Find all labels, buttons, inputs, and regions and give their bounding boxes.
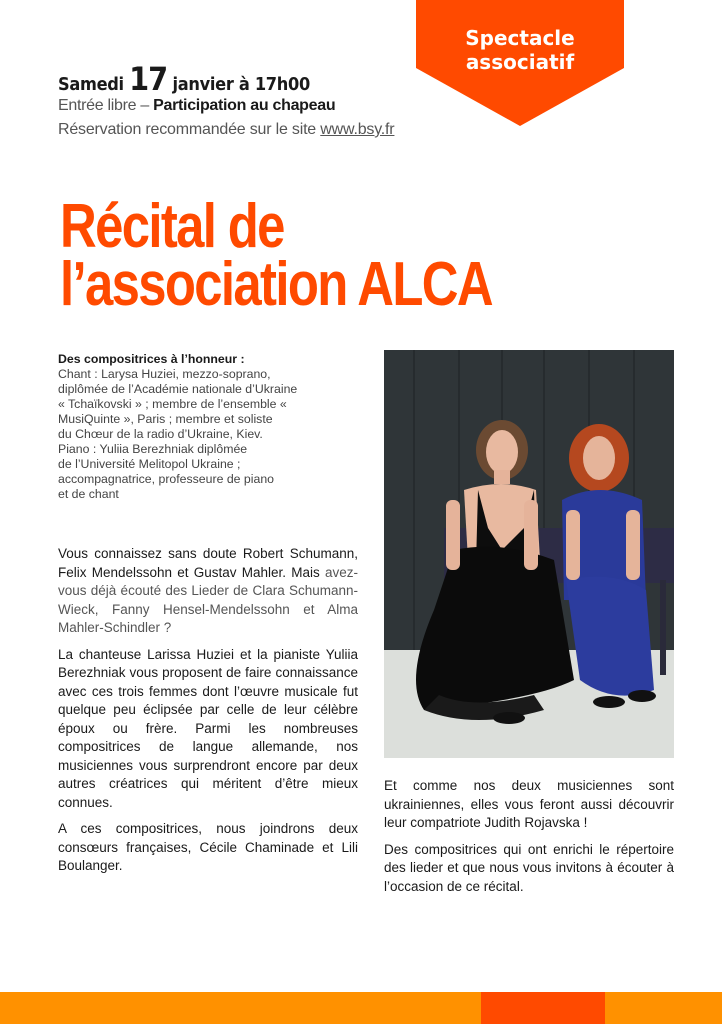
reservation-prefix: Réservation recommandée sur le site	[58, 121, 321, 138]
intro-heading: Des compositrices à l’honneur :	[58, 352, 245, 366]
category-badge	[416, 0, 624, 126]
badge-line-2: associatif	[465, 50, 575, 74]
reservation-link[interactable]: www.bsy.fr	[320, 121, 395, 138]
performers-intro	[58, 352, 378, 502]
intro-line: de l’Université Melitopol Ukraine ;	[58, 457, 241, 471]
badge-label	[416, 26, 624, 74]
footer-bar	[0, 992, 722, 1024]
badge-line-1: Spectacle	[465, 26, 575, 50]
month-time: janvier à 17h00	[172, 74, 310, 95]
paragraph-1-a: Vous connaissez sans doute Robert Schumann, Felix Mendelssohn et Gustav Mahler. Mais	[58, 546, 358, 580]
body-left-column	[58, 545, 358, 884]
paragraph-1-b: avez-vous déjà écouté des Lieder de Clara Schumann-Wieck, Fanny Hensel-Mendelssohn et Alma Mahler-Schindler ?	[58, 564, 358, 635]
intro-line: Piano : Yuliia Berezhniak diplômée	[58, 442, 248, 456]
intro-line: Chant : Larysa Huziei, mezzo-soprano,	[58, 367, 271, 381]
intro-line: MusiQuinte », Paris ; membre et soliste	[58, 412, 273, 426]
title-line-2: l’association ALCA	[60, 250, 492, 319]
event-date	[58, 60, 310, 98]
paragraph-3: A ces compositrices, nous joindrons deux consœurs françaises, Cécile Chaminade et Lili Boulanger.	[58, 821, 358, 873]
day-number: 17	[129, 60, 168, 98]
entry-bold: Participation au chapeau	[153, 97, 336, 114]
photo-illustration	[384, 350, 674, 758]
entry-prefix: Entrée libre –	[58, 97, 154, 114]
paragraph-right-2: Des compositrices qui ont enrichi le répertoire des lieder et que nous vous invitons à écouter à l’occasion de ce récital.	[384, 841, 674, 894]
title-line-1: Récital de	[60, 192, 284, 261]
paragraph-2: La chanteuse Larissa Huziei et la pianiste Yuliia Berezhniak vous proposent de faire connaissance avec ces trois femmes dont l’œuvre musicale fut quelque peu éclipsée par celle de leur célèbre époux ou frère. Parmi les nombreuses compositrices de langue allemande, nos musiciennes vous surprendront encore par deux autres créatrices qui méritent d’être mieux connues.	[58, 646, 358, 810]
intro-line: et de chant	[58, 487, 119, 501]
footer-accent-block	[481, 992, 605, 1024]
intro-line: du Chœur de la radio d’Ukraine, Kiev.	[58, 427, 263, 441]
page-title	[60, 192, 492, 319]
intro-line: diplômée de l’Académie nationale d’Ukraine	[58, 382, 298, 396]
entry-info	[58, 97, 335, 115]
body-right-column	[384, 777, 674, 904]
intro-line: « Tchaïkovski » ; membre de l’ensemble «	[58, 397, 287, 411]
performers-photo	[384, 350, 674, 758]
day-name: Samedi	[58, 74, 124, 95]
paragraph-1	[58, 545, 358, 638]
reservation-info	[58, 121, 394, 139]
paragraph-right-1: Et comme nos deux musiciennes sont ukrainiennes, elles vous feront aussi découvrir leur compatriote Judith Rojavska !	[384, 778, 674, 830]
intro-line: accompagnatrice, professeure de piano	[58, 472, 275, 486]
